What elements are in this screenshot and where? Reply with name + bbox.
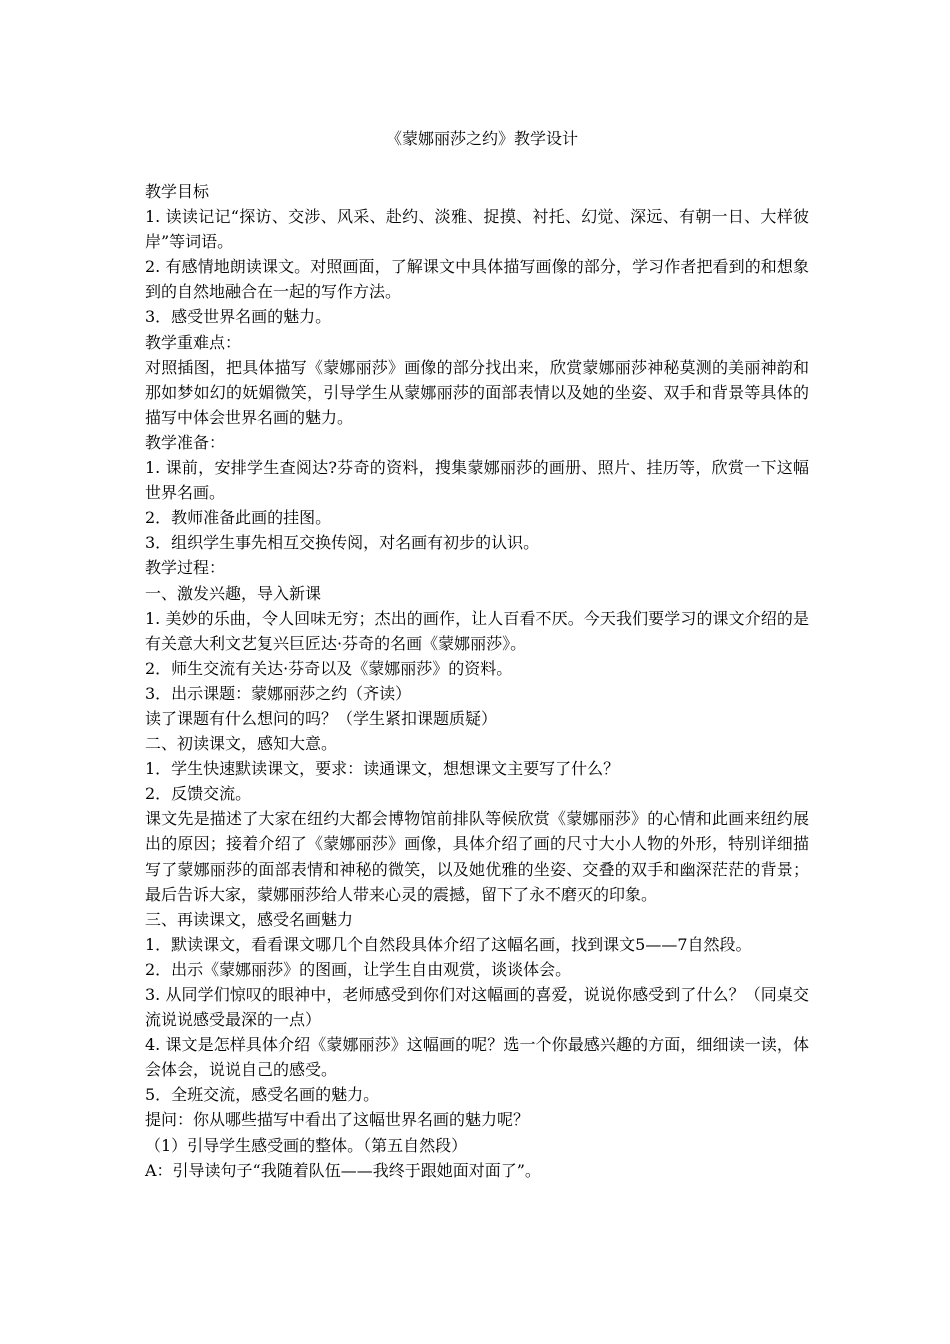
section-heading: 一、激发兴趣，导入新课 [145, 583, 322, 603]
section-heading: 三、再读课文，感受名画魅力 [145, 909, 354, 929]
paragraph: 5．全班交流，感受名画的魅力。 [145, 1085, 380, 1105]
paragraph: 1．学生快速默读课文，要求：读通课文，想想课文主要写了什么？ [145, 759, 620, 779]
paragraph: 2. 有感情地朗读课文。对照画面，了解课文中具体描写画像的部分，学习作者把看到的和想象到的自然地融合在一起的写作方法。 [145, 257, 809, 302]
paragraph: 2．师生交流有关达·芬奇以及《蒙娜丽莎》的资料。 [145, 658, 513, 678]
paragraph: 3．出示课题：蒙娜丽莎之约（齐读） [145, 683, 412, 703]
paragraph: 1. 读读记记“探访、交涉、风采、赴约、淡雅、捉摸、衬托、幻觉、深远、有朝一日、大样彼岸”等词语。 [145, 207, 809, 252]
paragraph: 提问：你从哪些描写中看出了这幅世界名画的魅力呢？ [145, 1110, 530, 1130]
paragraph: 1. 课前，安排学生查阅达?芬奇的资料，搜集蒙娜丽莎的画册、照片、挂历等，欣赏一下这幅世界名画。 [145, 458, 809, 503]
heading-preparation: 教学准备： [145, 432, 226, 452]
paragraph: 课文先是描述了大家在纽约大都会博物馆前排队等候欣赏《蒙娜丽莎》的心情和此画来纽约展出的原因；接着介绍了《蒙娜丽莎》画像，具体介绍了画的尺寸大小人物的外形，特别详细描写了蒙娜丽莎的面部表情和神秘的微笑，以及她优雅的坐姿、交叠的双手和幽深茫茫的背景；最后告诉大家，蒙娜丽莎给人带来心灵的震撼，留下了永不磨灭的印象。 [145, 809, 809, 904]
paragraph: 2．反馈交流。 [145, 784, 252, 804]
document-body [145, 179, 809, 1183]
heading-process: 教学过程： [145, 558, 226, 578]
document-title: 《蒙娜丽莎之约》教学设计 [385, 129, 578, 148]
paragraph: 2．教师准备此画的挂图。 [145, 508, 332, 528]
paragraph: 3．感受世界名画的魅力。 [145, 307, 332, 327]
heading-key-points: 教学重难点： [145, 332, 242, 352]
paragraph: 对照插图，把具体描写《蒙娜丽莎》画像的部分找出来，欣赏蒙娜丽莎神秘莫测的美丽神韵和那如梦如幻的妩媚微笑，引导学生从蒙娜丽莎的面部表情以及她的坐姿、双手和背景等具体的描写中体会世界名画的魅力。 [145, 357, 809, 427]
paragraph: 1. 美妙的乐曲，令人回味无穷；杰出的画作，让人百看不厌。今天我们要学习的课文介绍的是有关意大利文艺复兴巨匠达·芬奇的名画《蒙娜丽莎》。 [145, 608, 809, 653]
paragraph: 1．默读课文，看看课文哪几个自然段具体介绍了这幅名画，找到课文5——7自然段。 [145, 934, 752, 954]
paragraph: 读了课题有什么想问的吗？（学生紧扣课题质疑） [145, 708, 498, 728]
paragraph: 3. 从同学们惊叹的眼神中，老师感受到你们对这幅画的喜爱，说说你感受到了什么？（同桌交流说说感受最深的一点） [145, 985, 809, 1030]
heading-teaching-goals: 教学目标 [145, 182, 210, 201]
section-heading: 二、初读课文，感知大意。 [145, 734, 338, 754]
paragraph: 4. 课文是怎样具体介绍《蒙娜丽莎》这幅画的呢？选一个你最感兴趣的方面，细细读一读，体会体会，说说自己的感受。 [145, 1035, 809, 1080]
paragraph: A：引导读句子“我随着队伍——我终于跟她面对面了”。 [145, 1160, 541, 1180]
document-page [145, 127, 809, 1183]
paragraph: （1）引导学生感受画的整体。（第五自然段） [145, 1135, 468, 1155]
paragraph: 3．组织学生事先相互交换传阅，对名画有初步的认识。 [145, 533, 540, 553]
paragraph: 2．出示《蒙娜丽莎》的图画，让学生自由观赏，谈谈体会。 [145, 959, 572, 979]
